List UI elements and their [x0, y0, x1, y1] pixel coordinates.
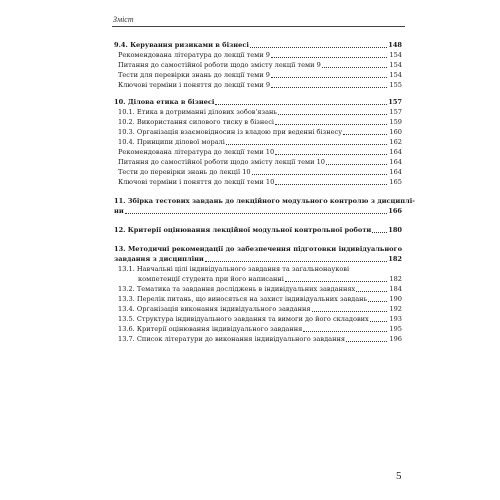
toc-heading-label: 12. Критерії оцінювання лекційної модульної контрольної роботи [114, 226, 372, 234]
toc-page-number: 166 [388, 207, 402, 215]
dot-leader [271, 57, 387, 58]
toc-entry-label: 13.2. Тематика та завдання досліджень в індивідуальних завданнях [118, 285, 356, 293]
toc-entry[interactable] [114, 334, 402, 344]
dot-leader [372, 232, 387, 233]
toc-page-number: 164 [389, 148, 402, 156]
dot-leader [275, 154, 387, 155]
toc-section-12 [114, 225, 402, 235]
toc-heading-line: 13. Методичні рекомендації до забезпечення підготовки індивідуального [114, 245, 402, 253]
toc-entry-label: 13.1. Навчальні цілі індивідуального завдання та загальнонаукові [118, 265, 350, 273]
toc-page-number: 165 [389, 178, 402, 186]
dot-leader [252, 174, 387, 175]
toc-page-number: 182 [388, 255, 402, 263]
dot-leader [322, 67, 387, 68]
dot-leader [275, 184, 387, 185]
toc-heading-line: 11. Збірка тестових завдань до лекційного модульного контролю з дисциплі- [114, 197, 415, 205]
toc-entry[interactable] [114, 147, 402, 157]
dot-leader [250, 47, 387, 48]
dot-leader [205, 261, 387, 262]
toc-entry-label: Тести для перевірки знань до лекції теми 9 [118, 71, 270, 79]
toc-entry-label: 13.6. Критерії оцінювання індивідуального завдання [118, 325, 303, 333]
dot-leader [275, 124, 387, 125]
toc-entry[interactable] [114, 117, 402, 127]
dot-leader [285, 281, 387, 282]
toc-entry-label: 10.4. Принципи ділової моралі [118, 138, 225, 146]
toc-heading-label: 9.4. Керування ризиками в бізнесі [114, 41, 249, 49]
toc-entry-label: Ключові терміни і поняття до лекції теми 9 [118, 81, 271, 89]
toc-page-number: 154 [389, 61, 402, 69]
toc-entry[interactable] [114, 137, 402, 147]
dot-leader [271, 77, 387, 78]
toc-entry[interactable] [114, 80, 402, 90]
toc-entry-label: Рекомендована література до лекції теми 10 [118, 148, 275, 156]
dot-leader [215, 104, 387, 105]
dot-leader [343, 134, 387, 135]
dot-leader [312, 311, 387, 312]
toc-heading[interactable] [114, 254, 402, 264]
toc-heading[interactable] [114, 97, 402, 107]
toc-section-9-4 [114, 40, 402, 90]
toc-entry-label: 13.7. Список літератури до виконання індивідуального завдання [118, 335, 346, 343]
dot-leader [125, 213, 387, 214]
toc-entry[interactable] [114, 264, 402, 274]
dot-leader [346, 341, 387, 342]
toc-entry-label: Питання до самостійної роботи щодо змісту лекції теми 9 [118, 61, 321, 69]
running-header [112, 15, 405, 27]
toc-entry[interactable] [114, 284, 402, 294]
toc-entry-label: 13.3. Перелік питань, що виносяться на захист індивідуальних завдань [118, 295, 368, 303]
toc-heading[interactable] [114, 206, 402, 216]
toc-page-number: 159 [389, 118, 402, 126]
toc-entry-label: 10.2. Використання силового тиску в бізнесі [118, 118, 274, 126]
dot-leader [326, 164, 387, 165]
toc-heading-label: ни [114, 207, 124, 215]
toc-section-10 [114, 97, 402, 187]
dot-leader [356, 291, 387, 292]
toc-page-number: 154 [389, 51, 402, 59]
toc-entry[interactable] [114, 274, 402, 284]
table-of-contents [114, 40, 415, 351]
toc-entry[interactable] [114, 314, 402, 324]
toc-entry-label: Рекомендована література до лекції теми 9 [118, 51, 270, 59]
toc-entry[interactable] [114, 70, 402, 80]
toc-page-number: 157 [388, 98, 402, 106]
toc-page-number: 164 [389, 158, 402, 166]
toc-page-number: 193 [389, 315, 402, 323]
toc-page-number: 180 [388, 226, 402, 234]
toc-entry[interactable] [114, 294, 402, 304]
toc-entry[interactable] [114, 107, 402, 117]
dot-leader [303, 331, 387, 332]
toc-heading[interactable] [114, 40, 402, 50]
toc-page-number: 195 [389, 325, 402, 333]
toc-page-number: 155 [389, 81, 402, 89]
toc-entry-label: Тести до перевірки знань до лекції 10 [118, 168, 251, 176]
toc-entry[interactable] [114, 324, 402, 334]
dot-leader [278, 114, 387, 115]
toc-heading[interactable] [114, 225, 402, 235]
toc-entry[interactable] [114, 167, 402, 177]
toc-section-13 [114, 244, 402, 344]
toc-entry-label: 10.3. Організація взаємовідносин із владою при веденні бізнесу [118, 128, 343, 136]
toc-entry-label: Ключові терміни і поняття до лекції теми 10 [118, 178, 275, 186]
toc-page-number: 160 [389, 128, 402, 136]
toc-page-number: 164 [389, 168, 402, 176]
toc-page-number: 154 [389, 71, 402, 79]
toc-entry-label: компетенції студента при його написанні [138, 275, 284, 283]
toc-heading-label: 10. Ділова етика в бізнесі [114, 98, 215, 106]
toc-entry[interactable] [114, 50, 402, 60]
toc-heading-label: завдання з дисципліни [114, 255, 204, 263]
dot-leader [226, 144, 387, 145]
toc-entry-label: Питання до самостійної роботи щодо змісту лекції теми 10 [118, 158, 326, 166]
toc-entry[interactable] [114, 60, 402, 70]
toc-page-number: 148 [388, 41, 402, 49]
toc-page-number: 182 [389, 275, 402, 283]
dot-leader [271, 87, 387, 88]
toc-page-number: 192 [389, 305, 402, 313]
toc-page-number: 162 [389, 138, 402, 146]
toc-page-number: 196 [389, 335, 402, 343]
dot-leader [370, 321, 387, 322]
toc-section-11 [114, 196, 415, 216]
toc-entry-label: 13.5. Структура індивідуального завдання та вимоги до його складових [118, 315, 369, 323]
dot-leader [368, 301, 387, 302]
toc-entry[interactable] [114, 157, 402, 167]
toc-entry[interactable] [114, 177, 402, 187]
toc-entry-label: 10.1. Етика в дотриманні ділових зобов'язань [118, 108, 277, 116]
running-header-title: Зміст [113, 15, 134, 24]
toc-entry[interactable] [114, 304, 402, 314]
toc-page-number: 157 [389, 108, 402, 116]
toc-page-number: 184 [389, 285, 402, 293]
toc-entry-label: 13.4. Організація виконання індивідуального завдання [118, 305, 311, 313]
toc-page-number: 190 [389, 295, 402, 303]
toc-entry[interactable] [114, 127, 402, 137]
page-number: 5 [396, 470, 402, 482]
